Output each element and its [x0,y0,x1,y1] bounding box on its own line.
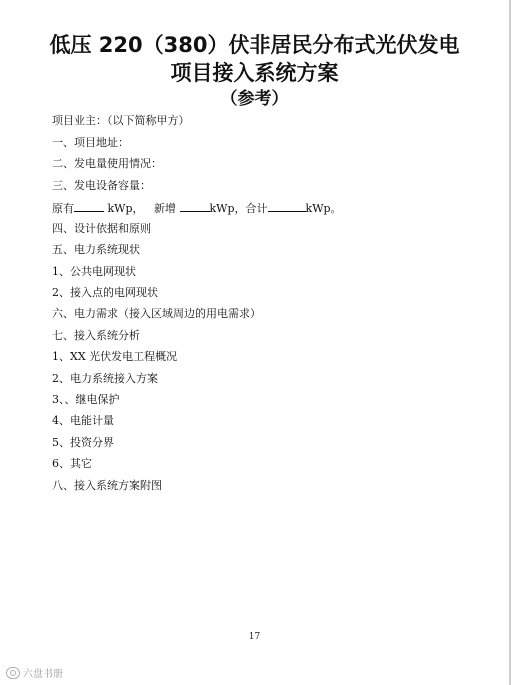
title-line-1: 低压 220（380）伏非居民分布式光伏发电 [49,33,460,57]
section-5-1: 1、公共电网现状 [52,265,136,278]
title-line-2: 项目接入系统方案 [170,61,339,85]
watermark-text: 六盘书册 [23,669,63,680]
capacity-original-blank[interactable] [74,200,104,212]
section-8: 八、接入系统方案附图 [52,479,162,492]
watermark-logo-icon [6,667,20,679]
capacity-unit-2: kWp，合计 [209,202,268,215]
section-2: 二、发电量使用情况： [52,157,162,170]
section-5-2: 2、接入点的电网现状 [52,286,158,299]
title-line-3: （参考） [220,89,289,109]
capacity-added-label: 新增 [154,202,177,215]
section-7: 七、接入系统分析 [52,329,140,342]
owner-line: 项目业主：（以下简称甲方） [52,114,190,127]
section-5: 五、电力系统现状 [52,243,140,256]
section-3: 三、发电设备容量： [52,179,151,192]
section-4: 四、设计依据和原则 [52,222,151,235]
capacity-unit-1: kWp， [107,202,144,215]
section-7-1: 1、XX 光伏发电工程概况 [52,350,178,363]
capacity-total-blank[interactable] [268,200,306,212]
capacity-unit-3: kWp。 [305,202,342,215]
section-6: 六、电力需求（接入区域周边的用电需求） [52,307,261,320]
capacity-line [52,200,342,216]
watermark [6,665,63,680]
section-7-3: 3、、继电保护 [52,393,120,406]
section-7-5: 5、投资分界 [52,436,114,449]
section-1: 一、项目地址： [52,136,129,149]
capacity-original-label: 原有 [52,202,74,215]
section-7-2: 2、电力系统接入方案 [52,372,158,385]
capacity-added-blank[interactable] [180,200,210,212]
section-7-6: 6、其它 [52,457,92,470]
page-number: 17 [248,632,261,642]
section-7-4: 4、电能计量 [52,414,114,427]
